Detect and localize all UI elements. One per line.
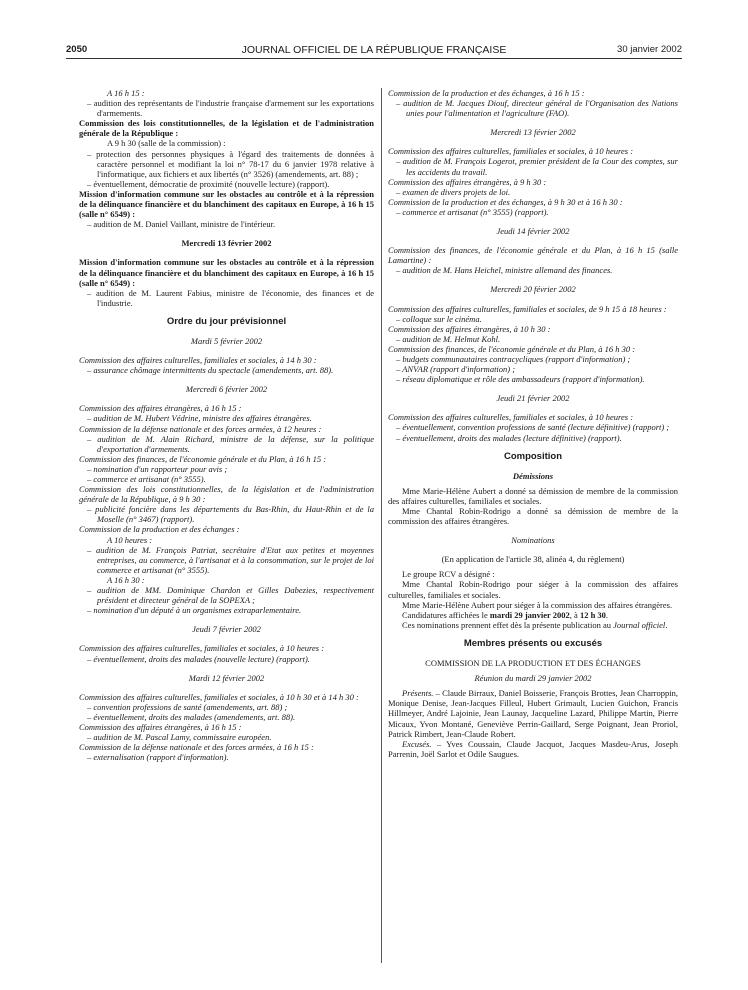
date-heading: Mercredi 13 février 2002 — [181, 238, 272, 249]
page-header — [66, 44, 682, 58]
committee-heading: Commission de la production et des échanges, à 9 h 30 et à 16 h 30 : — [388, 196, 623, 207]
agenda-item: – commerce et artisanat (n° 3555) (rapport). — [396, 206, 549, 217]
agenda-item: – publicité foncière dans les départements du Bas-Rhin, du Haut-Rhin et de la Moselle (n° 3467) (rapport). — [87, 504, 374, 525]
agenda-item: – nomination d'un rapporteur pour avis ; — [87, 463, 228, 474]
paragraph: Mme Chantal Robin-Rodrigo a donné sa démission de membre de la commission des affaires étrangères. — [388, 506, 678, 527]
agenda-item: – commerce et artisanat (n° 3555). — [87, 474, 206, 484]
paragraph: Mme Chantal Robin-Rodrigo pour siéger à la commission des affaires culturelles, familiales et sociales. — [388, 579, 678, 600]
committee-heading: Commission des finances, de l'économie générale et du Plan, à 16 h 30 : — [388, 343, 636, 354]
agenda-item: – audition de M. Daniel Vaillant, ministre de l'intérieur. — [87, 219, 276, 230]
agenda-item: – réseau diplomatique et rôle des ambassadeurs (rapport d'information). — [396, 374, 645, 385]
header-rule — [66, 58, 682, 59]
section-heading: Membres présents ou excusés — [463, 637, 603, 649]
section-heading: Composition — [503, 450, 563, 462]
paragraph: Mme Marie-Hélène Aubert pour siéger à la commission des affaires étrangères. — [402, 599, 673, 610]
time-label: A 16 h 15 : — [107, 88, 145, 98]
committee-heading: Commission des affaires étrangères, à 9 h 30 : — [388, 176, 547, 187]
committee-heading: Commission de la production et des échanges : — [79, 524, 240, 535]
committee-heading: Commission des affaires étrangères, à 16 h 15 : — [79, 721, 242, 732]
date-heading: Mercredi 20 février 2002 — [490, 284, 576, 295]
agenda-item: – audition des représentants de l'industrie française d'armement sur les exportations d'armements. — [87, 98, 374, 119]
time-label: A 16 h 30 : — [107, 574, 145, 585]
committee-heading: Commission de la production et des échanges, à 16 h 15 : — [388, 88, 585, 98]
agenda-item: – assurance chômage intermittents du spectacle (amendements, art. 88). — [87, 365, 334, 376]
members-present: Présents. – Claude Birraux, Daniel Boisserie, François Brottes, Jean Charroppin, Monique Denise, Jean-Jacques Filleul, Hubert Grimault, Lucien Guichon, Francis Hillmeyer, André Lajoinie, Jean Launay, Jacqueline Lazard, Philippe Martin, Pierre Micaux, Yvon Montané, Geneviève Perrin-Gaillard, Serge Poignant, Jean Proriol, Patrick Rimbert, Jean-Claude Robert. — [388, 688, 678, 739]
agenda-item: – examen de divers projets de loi. — [396, 186, 511, 197]
agenda-item: – convention professions de santé (amendements, art. 88) ; — [87, 701, 288, 712]
mission-heading: Mission d'information commune sur les obstacles au contrôle et à la répression de la délinquance financière et du blanchiment des capitaux en Europe, à 16 h 15 (salle n° 6549) : — [79, 257, 374, 288]
committee-heading: Commission des finances, de l'économie générale et du Plan, à 16 h 15 (salle Lamartine) : — [388, 245, 678, 266]
journal-title: JOURNAL OFFICIEL DE LA RÉPUBLIQUE FRANÇAISE — [241, 44, 507, 56]
agenda-item: – audition de MM. Dominique Chardon et Gilles Dabezies, respectivement président et directeur général de la SOPEXA ; — [87, 585, 374, 606]
page-number: 2050 — [66, 44, 88, 55]
paragraph: Mme Marie-Hélène Aubert a donné sa démission de membre de la commission des affaires culturelles, familiales et sociales. — [388, 485, 678, 506]
date-heading: Mardi 12 février 2002 — [188, 672, 265, 683]
agenda-item: – ANVAR (rapport d'information) ; — [396, 364, 516, 375]
committee-heading: Commission des affaires culturelles, familiales et sociales, à 10 heures : — [388, 146, 634, 157]
subsection-heading: Démissions — [512, 470, 554, 481]
section-heading: Ordre du jour prévisionnel — [166, 315, 287, 327]
column-divider — [381, 88, 382, 963]
agenda-item: – éventuellement, droits des malades (amendements, art. 88). — [87, 711, 296, 722]
date-heading: Jeudi 7 février 2002 — [192, 624, 261, 635]
agenda-item: – externalisation (rapport d'information). — [87, 752, 229, 763]
right-column — [388, 88, 678, 759]
agenda-item: – audition de M. Hubert Védrine, ministre des affaires étrangères. — [87, 413, 312, 424]
agenda-item: – audition de M. François Patriat, secrétaire d'Etat aux petites et moyennes entreprises, au commerce, à l'artisanat et à la consommation, sur le projet de loi commerce et artisanat (n° 3555). — [87, 544, 374, 575]
agenda-item: – audition de M. Pascal Lamy, commissaire européen. — [87, 732, 272, 743]
committee-heading: Commission des affaires étrangères, à 16 h 15 : — [79, 403, 242, 414]
committee-heading: Commission des affaires culturelles, familiales et sociales, de 9 h 15 à 18 heures : — [388, 303, 667, 314]
agenda-item: – budgets communautaires contracycliques (rapport d'information) ; — [396, 353, 631, 364]
meeting-date: Réunion du mardi 29 janvier 2002 — [474, 673, 592, 684]
agenda-item: – audition de M. Alain Richard, ministre de la défense, sur la politique d'exportation d'armements. — [87, 433, 374, 454]
agenda-item: – audition de M. Laurent Fabius, ministre de l'économie, des finances et de l'industrie. — [87, 287, 374, 308]
committee-heading: Commission des affaires culturelles, familiales et sociales, à 10 heures : — [79, 643, 325, 654]
members-excused: Excusés. – Yves Coussain, Claude Jacquot, Jacques Masdeu-Arus, Joseph Parrenin, Joël Sarlot et Odile Saugues. — [388, 738, 678, 759]
committee-heading: Commission des affaires culturelles, familiales et sociales, à 10 heures : — [388, 412, 634, 423]
committee-heading: Commission des finances, de l'économie générale et du Plan, à 16 h 15 : — [79, 453, 327, 464]
committee-heading: Commission des affaires culturelles, familiales et sociales, à 10 h 30 et à 14 h 30 : — [79, 691, 359, 702]
date-heading: Mercredi 13 février 2002 — [490, 127, 576, 138]
committee-heading: Commission des lois constitutionnelles, de la législation et de l'administration générale de la République, à 9 h 30 : — [79, 484, 374, 505]
paragraph: Candidatures affichées le mardi 29 janvier 2002, à 12 h 30. — [402, 609, 609, 620]
time-label: A 10 heures : — [107, 534, 153, 545]
mission-heading: Mission d'information commune sur les obstacles au contrôle et à la répression de la délinquance financière et du blanchiment des capitaux en Europe, à 16 h 15 (salle n° 6549) : — [79, 188, 374, 220]
committee-heading: Commission des affaires étrangères, à 10 h 30 : — [388, 323, 551, 334]
agenda-item: – audition de M. Helmut Kohl. — [396, 333, 501, 344]
date-heading: Jeudi 21 février 2002 — [496, 393, 570, 404]
agenda-item: – protection des personnes physiques à l'égard des traitements de données à caractère personnel et modifiant la loi n° 78-17 du 6 janvier 1978 relative à l'informatique, aux fichiers et aux libertés (n° 3526) (amendements, art. 88) ; — [87, 148, 374, 179]
agenda-item: – éventuellement, droits des malades (nouvelle lecture) (rapport). — [87, 653, 310, 664]
committee-name: COMMISSION DE LA PRODUCTION ET DES ÉCHANGES — [425, 658, 641, 669]
agenda-item: – éventuellement, démocratie de proximité (nouvelle lecture) (rapport). — [87, 178, 330, 189]
date-heading: Mardi 5 février 2002 — [190, 335, 263, 346]
date-heading: Jeudi 14 février 2002 — [496, 226, 570, 237]
agenda-item: – colloque sur le cinéma. — [396, 313, 482, 324]
committee-heading: Commission de la défense nationale et des forces armées, à 12 heures : — [79, 423, 322, 434]
date-heading: Mercredi 6 février 2002 — [185, 384, 268, 395]
agenda-item: – éventuellement, droits des malades (lecture définitive) (rapport). — [396, 432, 622, 443]
agenda-item: – nomination d'un député à un organismes extraparlementaire. — [87, 605, 302, 616]
subsection-heading: Nominations — [511, 535, 555, 546]
committee-heading: Commission de la défense nationale et des forces armées, à 16 h 15 : — [79, 742, 314, 753]
committee-heading: Commission des affaires culturelles, familiales et sociales, à 14 h 30 : — [79, 355, 317, 366]
agenda-item: – audition de M. Jacques Diouf, directeur général de l'Organisation des Nations unies pour l'alimentation et l'agriculture (FAO). — [396, 98, 678, 119]
agenda-item: – audition de M. Hans Heichel, ministre allemand des finances. — [396, 265, 613, 276]
issue-date: 30 janvier 2002 — [617, 44, 682, 55]
paragraph: Le groupe RCV a désigné : — [402, 569, 495, 580]
committee-heading: Commission des lois constitutionnelles, de la législation et de l'administration générale de la République : — [79, 118, 374, 139]
agenda-item: – éventuellement, convention professions de santé (lecture définitive) (rapport) ; — [396, 422, 670, 433]
left-column — [79, 88, 374, 762]
agenda-item: – audition de M. François Logerot, premier président de la Cour des comptes, sur les accidents du travail. — [396, 156, 678, 177]
time-label: A 9 h 30 (salle de la commission) : — [107, 138, 226, 149]
paragraph: (En application de l'article 38, alinéa 4, du règlement) — [441, 554, 625, 565]
paragraph: Ces nominations prennent effet dès la présente publication au Journal officiel. — [402, 619, 668, 630]
